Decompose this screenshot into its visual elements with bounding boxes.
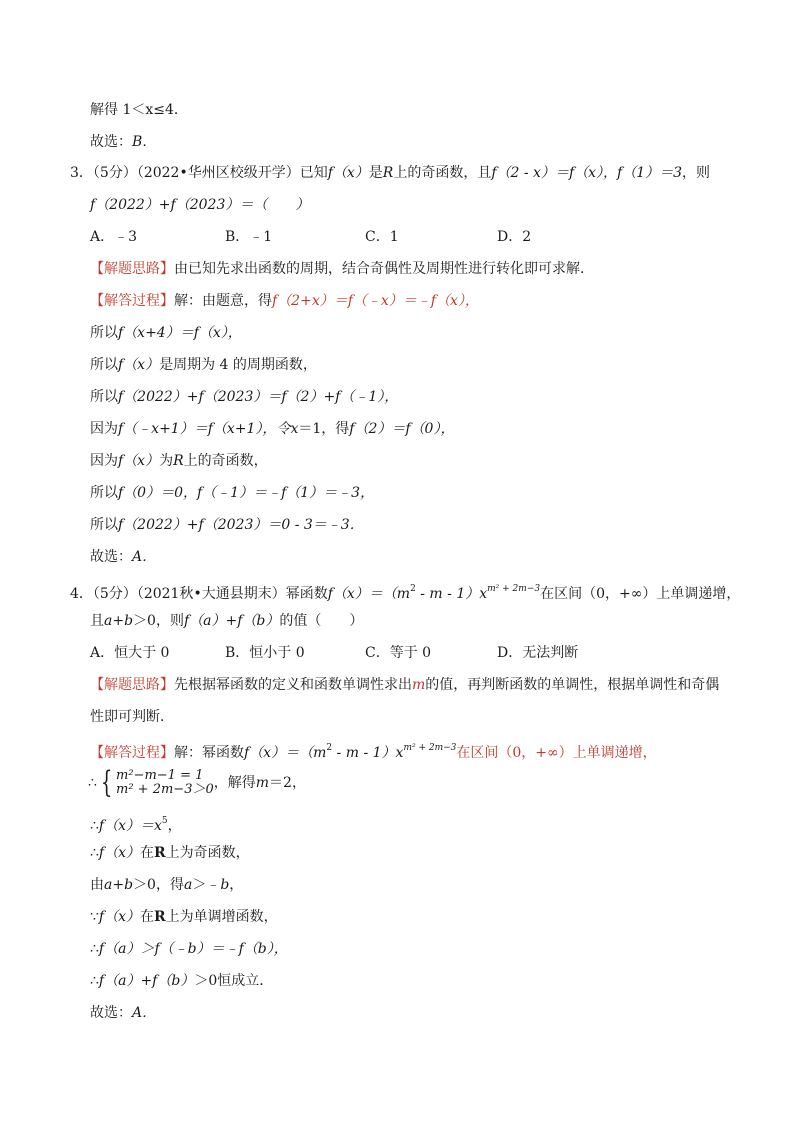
option-c: C．等于 0 bbox=[365, 645, 432, 661]
equation-system: ∴ { m²−m−1 = 1 m² + 2m−3＞0 ，解得m＝2， bbox=[88, 765, 306, 800]
step-line: 所以f（x）是周期为 4 的周期函数， bbox=[90, 357, 317, 373]
process-tag: 【解答过程】 bbox=[90, 745, 174, 761]
question-4-idea-cont: 性即可判断． bbox=[90, 709, 174, 725]
option-d: D．无法判断 bbox=[497, 645, 579, 661]
step-line: 由a+b＞0，得a＞﹣b， bbox=[90, 877, 244, 893]
step-line: 所以f（0）＝0，f（﹣1）＝﹣f（1）＝﹣3， bbox=[90, 485, 375, 501]
step-line: ∴f（x）在R上为奇函数， bbox=[90, 845, 250, 861]
question-3-idea: 【解题思路】由已知先求出函数的周期，结合奇偶性及周期性进行转化即可求解． bbox=[90, 261, 594, 277]
left-brace-icon: { bbox=[100, 765, 113, 800]
answer-line: 故选：B． bbox=[90, 134, 157, 150]
question-3-options bbox=[90, 227, 710, 247]
step-line: 因为f（x）为R上的奇函数， bbox=[90, 453, 268, 469]
step-line: 所以f（x+4）＝f（x）， bbox=[90, 325, 242, 341]
step-line: 所以f（2022）+f（2023）＝0 - 3＝﹣3． bbox=[90, 517, 364, 533]
option-b: B．恒小于 0 bbox=[225, 645, 305, 661]
step-line: 因为f（﹣x+1）＝f（x+1），令x＝1，得f（2）＝f（0）， bbox=[90, 421, 455, 437]
question-3-stem-cont: f（2022）+f（2023）＝（ ） bbox=[90, 197, 310, 213]
answer-line: 故选：A． bbox=[90, 1005, 157, 1021]
option-c: C．1 bbox=[365, 229, 399, 245]
question-4-stem: 4．（5分）（2021秋•大通县期末）幂函数$f(x)=(m^2 - m - 1)x^{m^2 + 2m-3}$在区间（0，+∞）上单调递增， bbox=[70, 584, 741, 602]
answer-line: 故选：A． bbox=[90, 549, 157, 565]
option-d: D．2 bbox=[497, 229, 532, 245]
question-4-options bbox=[90, 643, 710, 663]
question-4-stem-cont: 且a+b＞0，则f（a）+f（b）的值（ ） bbox=[90, 613, 364, 629]
step-line: ∴f（a）+f（b）＞0恒成立． bbox=[90, 973, 274, 989]
step-line: $\therefore f(x)=x^5$， bbox=[90, 816, 182, 834]
process-tag: 【解答过程】 bbox=[90, 293, 174, 309]
question-3-stem: 3．（5分）（2022•华州区校级开学）已知f（x）是R上的奇函数，且f（2 - x）＝f（x），f（1）＝3，则 bbox=[70, 165, 711, 181]
option-b: B．﹣1 bbox=[225, 229, 273, 245]
step-line: ∴f（a）＞f（﹣b）＝﹣f（b）， bbox=[90, 941, 288, 957]
question-4-idea: 【解题思路】先根据幂函数的定义和函数单调性求出m的值，再判断函数的单调性，根据单调性和奇偶 bbox=[90, 677, 720, 693]
system-rows: m²−m−1 = 1 m² + 2m−3＞0 bbox=[116, 768, 214, 797]
solution-line: 解得 1＜x≤4． bbox=[90, 102, 188, 118]
step-line: ∵f（x）在R上为单调增函数， bbox=[90, 909, 278, 925]
step-line: 所以f（2022）+f（2023）＝f（2）+f（﹣1）， bbox=[90, 389, 399, 405]
option-a: A．恒大于 0 bbox=[90, 645, 170, 661]
option-a: A．﹣3 bbox=[90, 229, 138, 245]
question-3-process: 【解答过程】解：由题意，得f（2+x）＝f（﹣x）＝﹣f（x）， bbox=[90, 293, 479, 309]
question-4-process: 【解答过程】解：幂函数$f(x)=(m^2 - m - 1)x^{m^2 + 2m-3}$在区间（0，+∞）上单调递增， bbox=[90, 743, 657, 761]
idea-tag: 【解题思路】 bbox=[90, 677, 174, 693]
idea-tag: 【解题思路】 bbox=[90, 261, 174, 277]
